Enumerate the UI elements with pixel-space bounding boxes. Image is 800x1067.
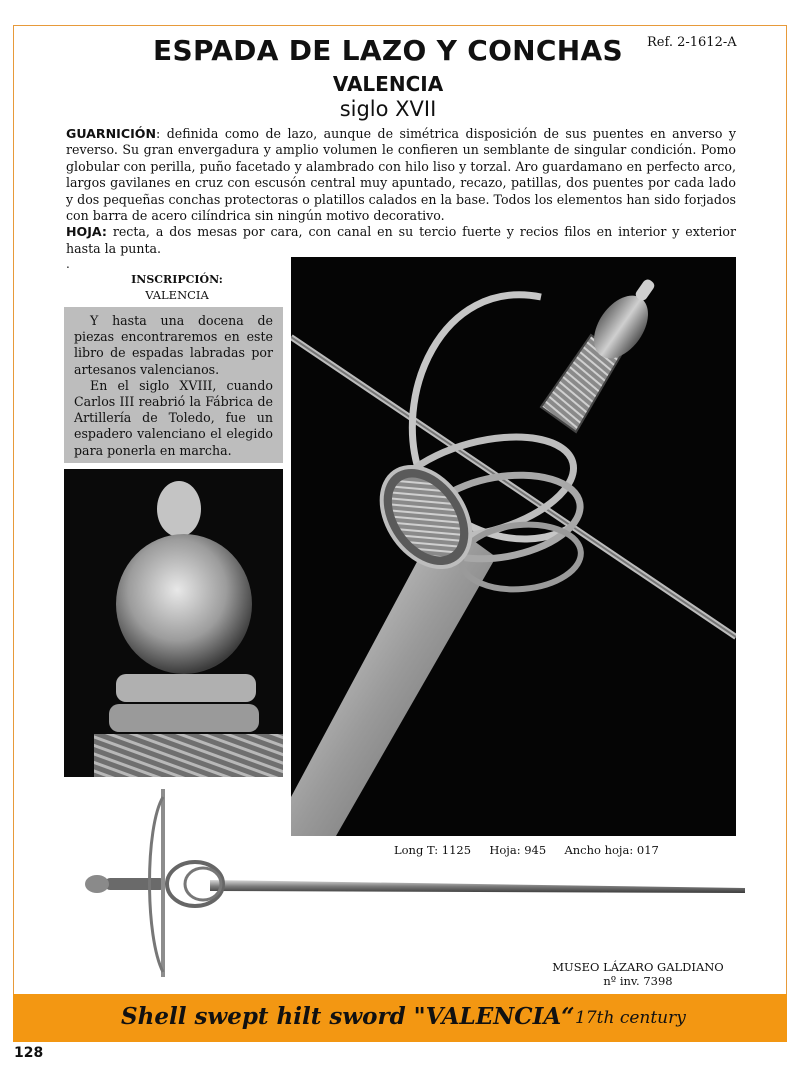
note-box bbox=[64, 307, 283, 463]
page-subtitle: VALENCIA bbox=[332, 72, 444, 96]
museum-name: MUSEO LÁZARO GALDIANO bbox=[552, 960, 724, 974]
hoja-text: recta, a dos mesas por cara, con canal en su tercio fuerte y recios filos en interior y exterior hasta la punta. bbox=[66, 224, 736, 256]
inscription-value: VALENCIA bbox=[145, 288, 209, 302]
full-sword-photo bbox=[85, 787, 745, 983]
guarnicion-paragraph bbox=[66, 126, 736, 224]
note-paragraph-2: En el siglo XVIII, cuando Carlos III reabrió la Fábrica de Artillería de Toledo, fue un espadero valenciano el elegido para ponerla en marcha. bbox=[74, 377, 273, 458]
hoja-label: HOJA: bbox=[66, 224, 107, 240]
guarnicion-label: GUARNICIÓN bbox=[66, 126, 157, 141]
guarnicion-text: : definida como de lazo, aunque de simétrica disposición de sus puentes en anverso y reverso. Su gran envergadura y amplio volumen le confieren un semblante de singular condición. Pomo globular con perilla, puño facetado y alambrado con hilo liso y torzal. Aro guardamano en perfecto arco, largos gavilanes en cruz con escusón central muy apuntado, recazo, patillas, dos puentes por cada lado y dos pequeñas conchas protectoras o platillos calados en la base. Todos los elementos han sido forjados con barra de acero cilíndrica sin ningún motivo decorativo. bbox=[66, 126, 736, 224]
note-paragraph-1: Y hasta una docena de piezas encontraremos en este libro de espadas labradas por artesanos valencianos. bbox=[74, 313, 273, 377]
inscription-label: INSCRIPCIÓN: bbox=[131, 273, 223, 286]
hoja-paragraph bbox=[66, 224, 736, 257]
dimension-blade: Hoja: 945 bbox=[489, 843, 547, 857]
description bbox=[66, 126, 736, 257]
sword-hilt-illustration bbox=[291, 257, 736, 836]
pommel-detail-photo bbox=[64, 469, 283, 777]
century-label: siglo XVII bbox=[339, 97, 437, 121]
dimension-blade-width: Ancho hoja: 017 bbox=[564, 843, 659, 857]
museum-inventory: nº inv. 7398 bbox=[603, 974, 673, 988]
full-sword-illustration bbox=[85, 787, 745, 983]
sword-hilt-photo bbox=[291, 257, 736, 836]
pommel-illustration bbox=[64, 469, 283, 777]
page-title: ESPADA DE LAZO Y CONCHAS bbox=[153, 34, 623, 67]
page-number: 128 bbox=[14, 1045, 44, 1061]
banner-title: Shell swept hilt sword "VALENCIA“ bbox=[121, 1003, 575, 1030]
stray-mark: . bbox=[66, 257, 70, 271]
reference-code: Ref. 2-1612-A bbox=[647, 35, 737, 50]
museum-credit bbox=[540, 960, 736, 988]
dimension-length: Long T: 1125 bbox=[394, 843, 472, 857]
banner-century: 17th century bbox=[575, 1008, 686, 1028]
